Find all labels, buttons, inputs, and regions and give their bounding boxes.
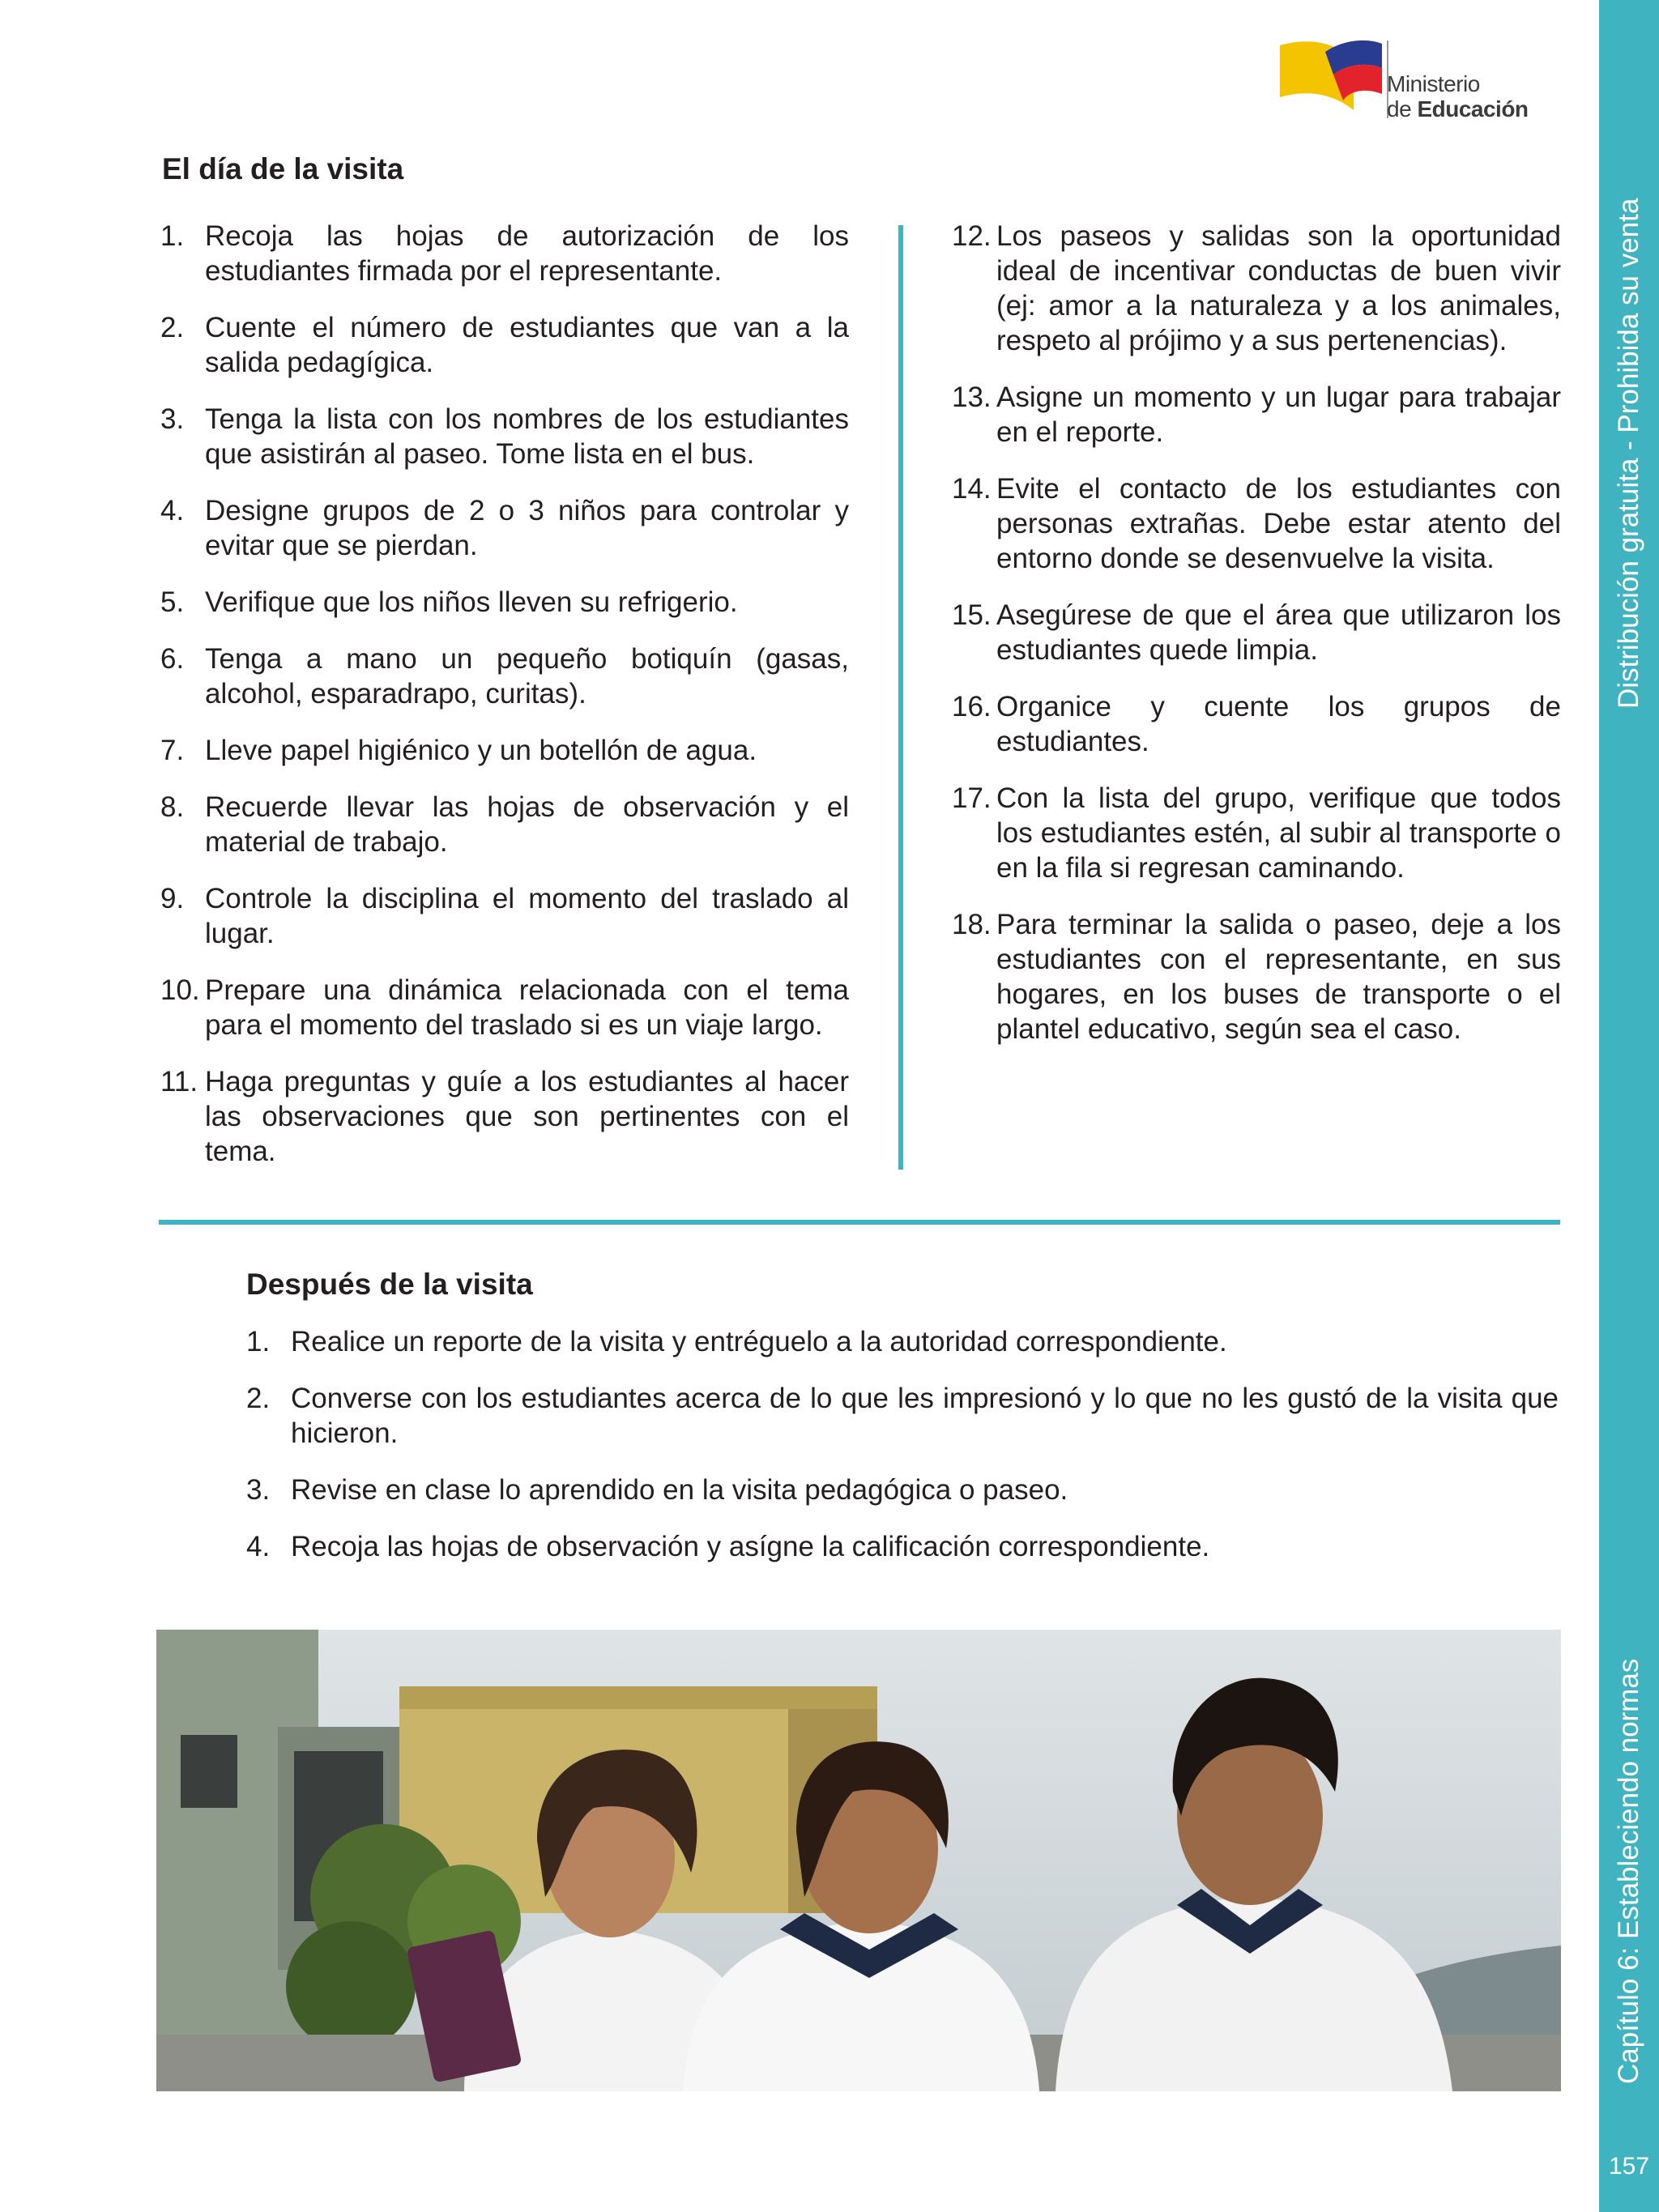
during-visit-item — [160, 585, 849, 620]
during-visit-item — [952, 781, 1561, 885]
during-visit-item-number: 11. — [160, 1066, 198, 1097]
after-visit-item-text: Realice un reporte de la visita y entréguelo a la autoridad correspondiente. — [291, 1326, 1227, 1357]
during-visit-item-text: Los paseos y salidas son la oportunidad ideal de incentivar conductas de buen vivir (ej: amor a la naturaleza y a los animales, respeto al prójimo y a sus pertenencias). — [996, 220, 1561, 356]
during-visit-item — [160, 881, 849, 951]
during-visit-item-number: 4. — [160, 495, 185, 526]
logo-line-2: de Educación — [1387, 96, 1529, 121]
sidebar-band — [1599, 0, 1659, 2212]
section-divider — [159, 1220, 1560, 1225]
after-visit-item-text: Converse con los estudiantes acerca de lo que les impresionó y lo que no les gustó de la visita que hicieron. — [291, 1383, 1559, 1449]
during-visit-item — [952, 471, 1561, 576]
during-visit-item — [160, 1064, 849, 1169]
during-visit-item — [952, 598, 1561, 667]
during-visit-item-text: Recuerde llevar las hojas de observación y el material de trabajo. — [205, 791, 849, 858]
during-visit-item — [160, 310, 849, 380]
students-photo-illustration — [156, 1630, 1561, 2091]
during-visit-item-number: 16. — [952, 691, 992, 722]
after-visit-list — [246, 1324, 1559, 1586]
during-visit-item-text: Con la lista del grupo, verifique que todos los estudiantes estén, al subir al transporte o en la fila si regresan caminando. — [996, 782, 1561, 884]
during-visit-item — [952, 907, 1561, 1046]
during-visit-item-number: 14. — [952, 473, 992, 505]
during-visit-item-text: Haga preguntas y guíe a los estudiantes al hacer las observaciones que son pertinentes con el tema. — [205, 1066, 849, 1167]
during-visit-item — [160, 219, 849, 288]
during-visit-item-text: Tenga a mano un pequeño botiquín (gasas, alcohol, esparadrapo, curitas). — [205, 643, 849, 710]
during-visit-item-text: Asegúrese de que el área que utilizaron los estudiantes quede limpia. — [996, 599, 1561, 666]
ministry-logo-text — [1387, 71, 1529, 121]
after-visit-item — [246, 1473, 1559, 1507]
during-visit-item-number: 5. — [160, 586, 185, 618]
during-visit-item-text: Controle la disciplina el momento del traslado al lugar. — [205, 883, 849, 949]
during-visit-item-number: 6. — [160, 643, 185, 675]
during-visit-item-number: 1. — [160, 220, 185, 252]
page-number: 157 — [1608, 2153, 1650, 2180]
during-visit-item-number: 15. — [952, 599, 992, 631]
logo-line-1: Ministerio — [1387, 71, 1480, 96]
during-visit-item — [160, 973, 849, 1042]
during-visit-item-number: 2. — [160, 312, 185, 343]
during-visit-item-text: Evite el contacto de los estudiantes con personas extrañas. Debe estar atento del entorno donde se desenvuelve la visita. — [996, 473, 1561, 574]
during-visit-item-number: 18. — [952, 909, 992, 940]
during-visit-item-text: Cuente el número de estudiantes que van a la salida pedagígica. — [205, 312, 849, 378]
during-visit-item-text: Verifique que los niños lleven su refrigerio. — [205, 586, 738, 618]
during-visit-item-number: 3. — [160, 403, 185, 435]
during-visit-item-text: Organice y cuente los grupos de estudiantes. — [996, 691, 1561, 757]
after-visit-item-text: Recoja las hojas de observación y asígne la calificación correspondiente. — [291, 1531, 1210, 1562]
during-visit-item-number: 12. — [952, 220, 992, 252]
after-visit-item-number: 4. — [246, 1531, 271, 1562]
during-visit-item-text: Designe grupos de 2 o 3 niños para controlar y evitar que se pierdan. — [205, 495, 849, 561]
during-visit-item-number: 7. — [160, 735, 185, 766]
during-visit-item-number: 17. — [952, 782, 992, 814]
during-visit-item — [952, 219, 1561, 358]
during-visit-item-number: 8. — [160, 791, 185, 823]
after-visit-item — [246, 1529, 1559, 1564]
section-title-after-visit: Después de la visita — [246, 1268, 533, 1301]
during-visit-list-right — [952, 219, 1561, 1068]
during-visit-item — [160, 493, 849, 563]
during-visit-item-text: Para terminar la salida o paseo, deje a los estudiantes con el representante, en sus hogares, en los buses de transporte o el plantel educativo, según sea el caso. — [996, 909, 1561, 1045]
during-visit-item-number: 10. — [160, 974, 200, 1006]
during-visit-item — [952, 689, 1561, 759]
after-visit-item — [246, 1381, 1559, 1451]
during-visit-item-number: 9. — [160, 883, 185, 914]
column-divider — [898, 225, 903, 1170]
after-visit-item-number: 2. — [246, 1383, 271, 1414]
during-visit-item-text: Prepare una dinámica relacionada con el tema para el momento del traslado si es un viaje largo. — [205, 974, 849, 1041]
during-visit-item — [160, 641, 849, 711]
sidebar-chapter-text: Capítulo 6: Estableciendo normas — [1613, 1658, 1644, 2084]
after-visit-item-text: Revise en clase lo aprendido en la visita pedagógica o paseo. — [291, 1474, 1068, 1506]
during-visit-item-text: Recoja las hojas de autorización de los estudiantes firmada por el representante. — [205, 220, 849, 287]
after-visit-item-number: 1. — [246, 1326, 271, 1357]
section-title-during-visit: El día de la visita — [162, 152, 404, 185]
sidebar-distribution-text: Distribución gratuita - Prohibida su venta — [1613, 198, 1644, 710]
during-visit-list-left — [160, 219, 849, 1191]
after-visit-item-number: 3. — [246, 1474, 271, 1506]
after-visit-item — [246, 1324, 1559, 1359]
during-visit-item — [160, 790, 849, 859]
during-visit-item-text: Asigne un momento y un lugar para trabajar en el reporte. — [996, 381, 1561, 448]
during-visit-item-number: 13. — [952, 381, 992, 413]
during-visit-item — [160, 733, 849, 768]
during-visit-item-text: Lleve papel higiénico y un botellón de agua. — [205, 735, 757, 766]
students-photo — [156, 1630, 1561, 2091]
during-visit-item — [160, 402, 849, 471]
during-visit-item-text: Tenga la lista con los nombres de los estudiantes que asistirán al paseo. Tome lista en el bus. — [205, 403, 849, 470]
during-visit-item — [952, 380, 1561, 450]
